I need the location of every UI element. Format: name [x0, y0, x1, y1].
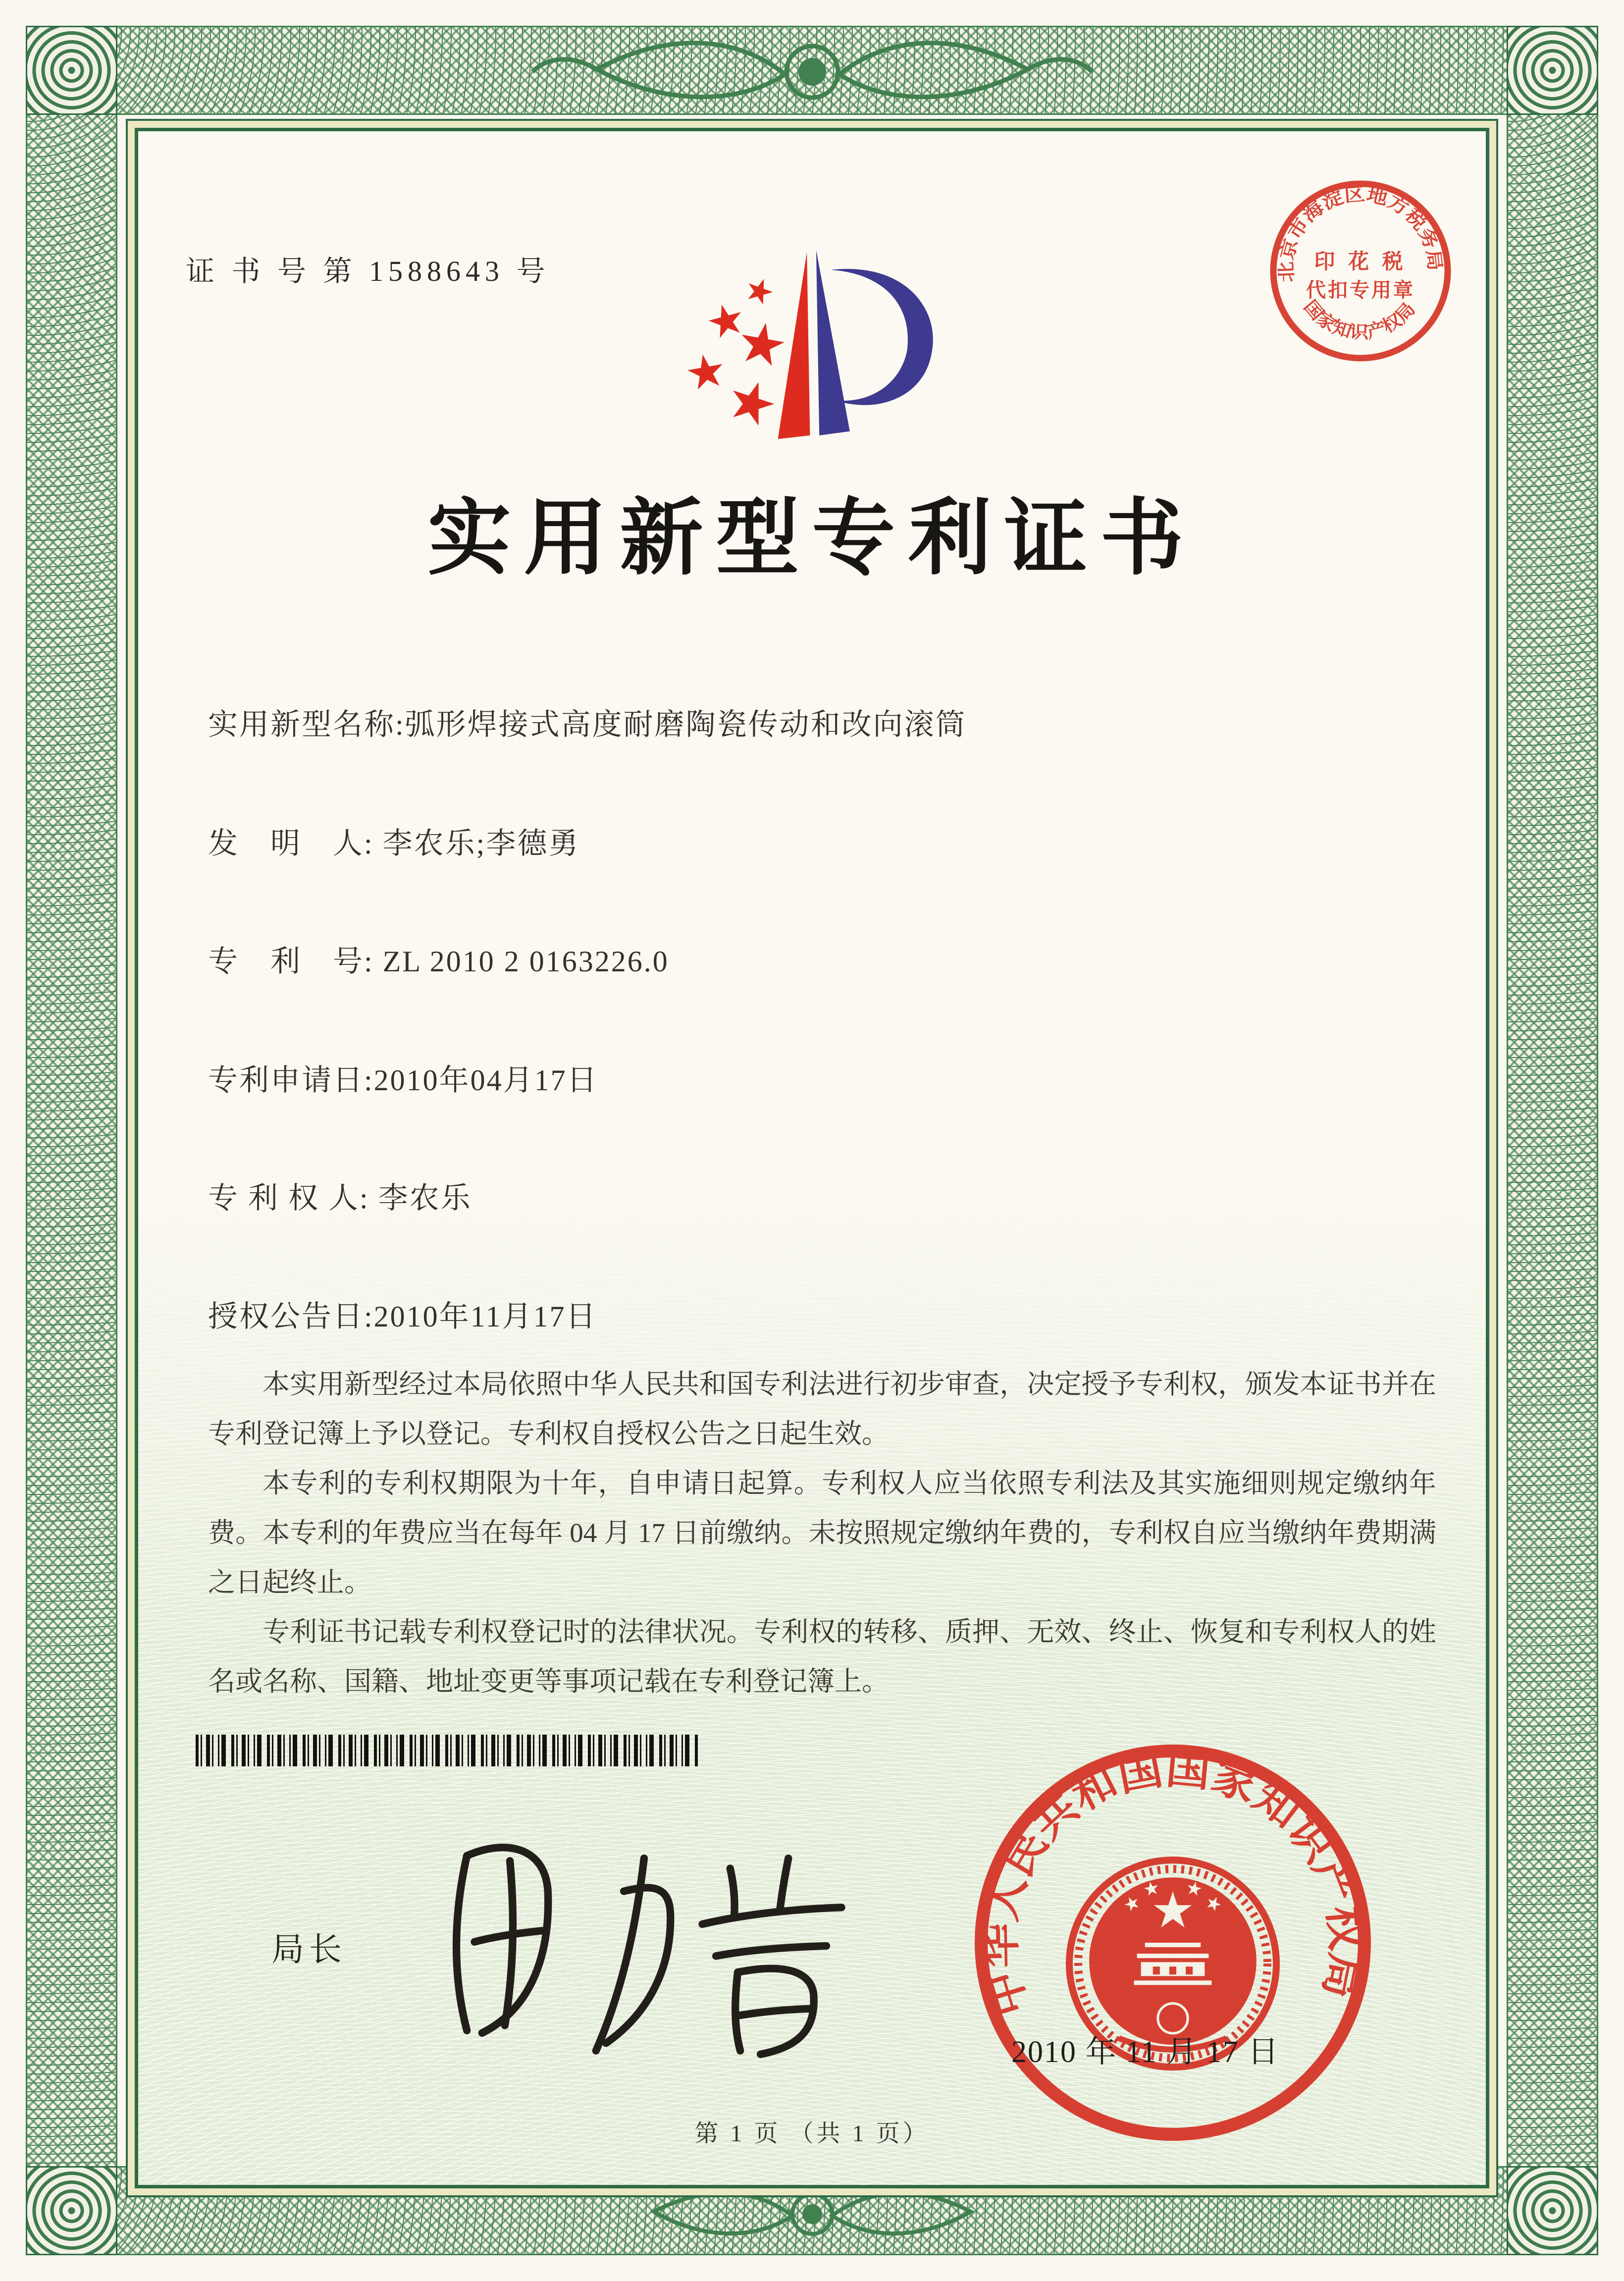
field-patent-number: 专 利 号: ZL 2010 2 0163226.0 — [208, 945, 669, 978]
border-corner-ornament — [1507, 26, 1598, 115]
barcode — [196, 1735, 698, 1766]
patent-office-logo-icon — [676, 225, 946, 458]
border-lace-left — [26, 26, 117, 2255]
director-signature — [406, 1810, 862, 2058]
national-ip-office-seal — [970, 1740, 1376, 2146]
page-footer: 第 1 页 （共 1 页） — [694, 2121, 930, 2147]
legal-paragraph-2: 本专利的专利权期限为十年，自申请日起算。专利权人应当依照专利法及其实施细则规定缴纳年费。本专利的年费应当在每年 04 月 17 日前缴纳。未按照规定缴纳年费的，专利权自应当缴纳年费期满之日起终止。 — [208, 1468, 1436, 1597]
border-corner-ornament — [26, 2166, 117, 2255]
tax-stamp-seal — [1266, 177, 1455, 365]
border-corner-ornament — [1507, 2166, 1598, 2255]
tax-stamp-arc-bottom: 国家知识产权局 — [1300, 296, 1418, 343]
field-filing-date: 专利申请日:2010年04月17日 — [208, 1064, 598, 1097]
issue-date: 2010 年 11 月 17 日 — [1011, 2035, 1280, 2069]
certificate-title: 实用新型专利证书 — [427, 493, 1197, 585]
legal-text-block — [208, 1360, 1436, 1706]
tax-stamp-arc-top: 北京市海淀区地方税务局 — [1276, 184, 1445, 283]
field-grant-date: 授权公告日:2010年11月17日 — [208, 1300, 597, 1333]
legal-paragraph-3: 专利证书记载专利权登记时的法律状况。专利权的转移、质押、无效、终止、恢复和专利权人的姓名或名称、国籍、地址变更等事项记载在专利登记簿上。 — [208, 1617, 1436, 1697]
border-lace-right — [1507, 26, 1598, 2255]
tax-stamp-line2: 代扣专用章 — [1306, 279, 1415, 301]
director-label: 局长 — [271, 1932, 347, 1968]
field-inventor: 发 明 人: 李农乐;李德勇 — [208, 827, 580, 860]
tax-stamp-line1: 印 花 税 — [1314, 251, 1407, 273]
field-patentee: 专 利 权 人: 李农乐 — [208, 1182, 472, 1215]
field-utility-model-name: 实用新型名称:弧形焊接式高度耐磨陶瓷传动和改向滚筒 — [208, 708, 967, 741]
top-crest-flourish-icon — [527, 15, 1097, 129]
certificate-number: 证 书 号 第 1588643 号 — [186, 255, 550, 287]
office-seal-arc-text: 中华人民共和国国家知识产权局 — [975, 1744, 1371, 2021]
svg-text:国家知识产权局 — [1300, 297, 1419, 342]
border-corner-ornament — [26, 26, 117, 115]
legal-paragraph-1: 本实用新型经过本局依照中华人民共和国专利法进行初步审查，决定授予专利权，颁发本证书并在专利登记簿上予以登记。专利权自授权公告之日起生效。 — [208, 1369, 1436, 1449]
